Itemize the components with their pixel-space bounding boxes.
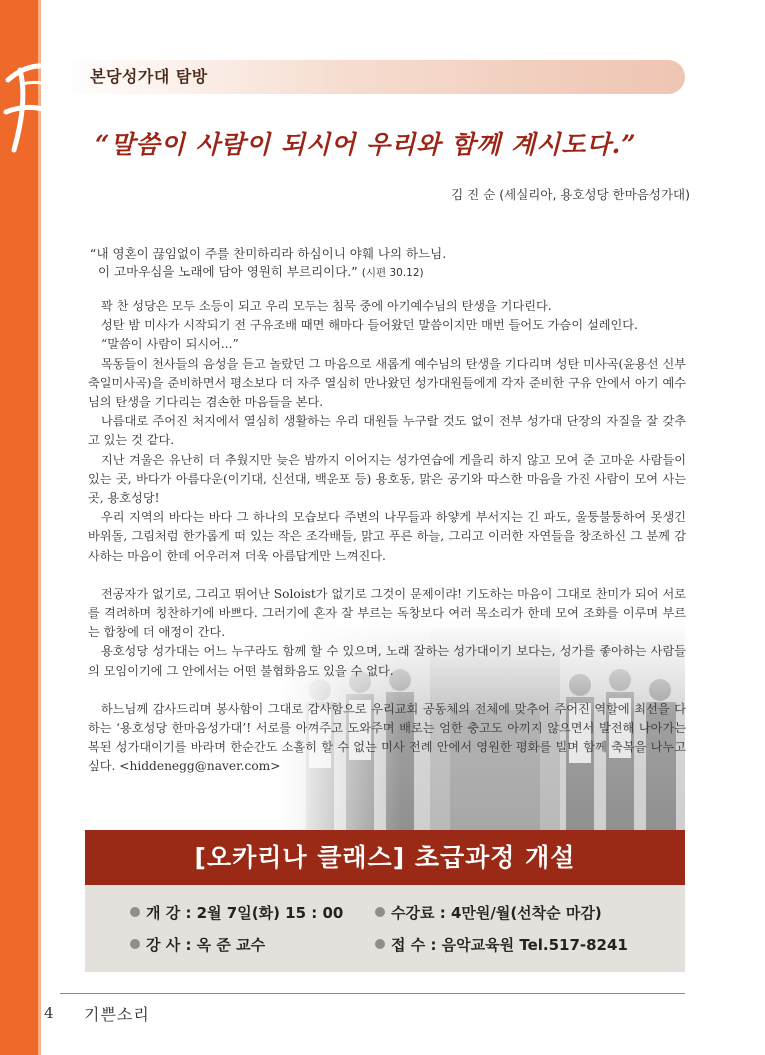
quote-line: “내 영혼이 끊임없이 주를 찬미하리라 하심이니 야훼 나의 하느님. [90,246,447,261]
notice-label: 접 수 [391,936,426,954]
bullet-dot-icon [375,939,385,949]
paragraph: 전공자가 없기로, 그리고 뛰어난 Soloist가 없기로 그것이 문제이랴! 기도하는 마음이 그대로 찬미가 되어 서로를 격려하며 칭찬하기에 바쁘다. 그러기에 혼자 잘 부르는 독창보다 여러 목소리가 한데 모여 조화를 이루며 부르는 합창에 더 애정이 간다. [88,586,686,640]
bullet-dot-icon [375,907,385,917]
notice-value: : 2월 7일(화) 15 : 00 [185,904,344,922]
article-headline: “말씀이 사람이 되시어 우리와 함께 계시도다.” [95,130,637,159]
quote-line: 이 고마우심을 노래에 담아 영원히 부르리이다.” [98,264,358,279]
publication-name: 기쁜소리 [84,1005,150,1024]
notice-label: 강 사 [146,936,181,954]
paragraph: 지난 겨울은 유난히 더 추웠지만 늦은 밤까지 이어지는 성가연습에 게을리 하지 않고 모여 준 고마운 사람들이 있는 곳, 바다가 아름다운(이기대, 신선대, 백운포 등) 용호동, 맑은 공기와 따스한 마음을 가진 사람이 모여 사는 곳, 용호성당! [88,452,686,506]
section-title: 본당성가대 탐방 [90,67,208,86]
notice-label: 개 강 [146,904,181,922]
notice-value: : 4만원/월(선착순 마감) [439,904,602,922]
paragraph: 목동들이 천사들의 음성을 듣고 놀랐던 그 마음으로 새롭게 예수님의 탄생을 기다리며 성탄 미사곡(윤용선 신부 축일미사곡)을 준비하면서 평소보다 더 자주 열심히 만나왔던 성가대원들에게 각자 준비한 구유 안에서 아기 예수님의 탄생을 기다리는 겸손한 마음들을 본다. [88,356,686,410]
article-body [88,297,686,777]
notice-value: : 옥 준 교수 [185,936,266,954]
notice-item-registration [375,934,628,955]
paragraph: 성탄 밤 미사가 시작되기 전 구유조배 때면 해마다 들어왔던 말씀이지만 매번 들어도 가슴이 설레인다. [101,318,638,333]
class-notice-box [85,830,685,972]
notice-item-start [130,902,343,923]
page-number: 4 [44,1004,54,1022]
notice-item-fee [375,902,602,923]
paragraph: 꽉 찬 성당은 모두 소등이 되고 우리 모두는 침묵 중에 아기예수님의 탄생을 기다린다. [101,299,552,313]
footer-divider [60,993,685,994]
paragraph: “말씀이 사람이 되시어...” [101,337,239,352]
notice-item-teacher [130,934,265,955]
paragraph: 나름대로 주어진 처지에서 열심히 생활하는 우리 대원들 누구랄 것도 없이 전부 성가대 단장의 자질을 잘 갖추고 있는 것 같다. [88,414,686,448]
paragraph: 하느님께 감사드리며 봉사함이 그대로 감사함으로 우리교회 공동체의 전체에 맞추어 주어진 역할에 최선을 다하는 ‘용호성당 한마음성가대’! 서로를 아껴주고 도와주며 배로는 엄한 충고도 아끼지 않으면서 발전해 나아가는 복된 성가대이기를 바라며 한순간도 소홀히 할 수 없는 미사 전례 안에서 영원한 평화를 빌며 함께 축복을 나누고 싶다. <hiddenegg@naver.com> [88,701,686,774]
quote-source: (시편 30.12) [361,267,424,279]
notice-label: 수강료 [391,904,435,922]
scripture-quote [90,245,690,282]
bullet-dot-icon [130,907,140,917]
bullet-dot-icon [130,939,140,949]
paragraph: 우리 지역의 바다는 바다 그 하나의 모습보다 주변의 나무들과 하얗게 부서지는 긴 파도, 울퉁불퉁하여 못생긴 바위돌, 그림처럼 한가롭게 떠 있는 작은 조각배들, 맑고 푸른 하늘, 그리고 이러한 자연들을 창조하신 그 분께 감사하는 마음이 한데 어우러져 더욱 아름답게만 느껴진다. [88,510,686,563]
article-author: 김 진 순 (세실리아, 용호성당 한마음성가대) [451,187,690,202]
notice-value: : 음악교육원 Tel.517-8241 [430,936,628,954]
paragraph: 용호성당 성가대는 어느 누구라도 함께 할 수 있으며, 노래 잘하는 성가대이기 보다는, 성가를 좋아하는 사람들의 모임이기에 그 안에서는 어떤 불협화음도 있을 수 없다. [88,644,686,678]
notice-title: [오카리나 클래스] 초급과정 개설 [85,830,685,885]
